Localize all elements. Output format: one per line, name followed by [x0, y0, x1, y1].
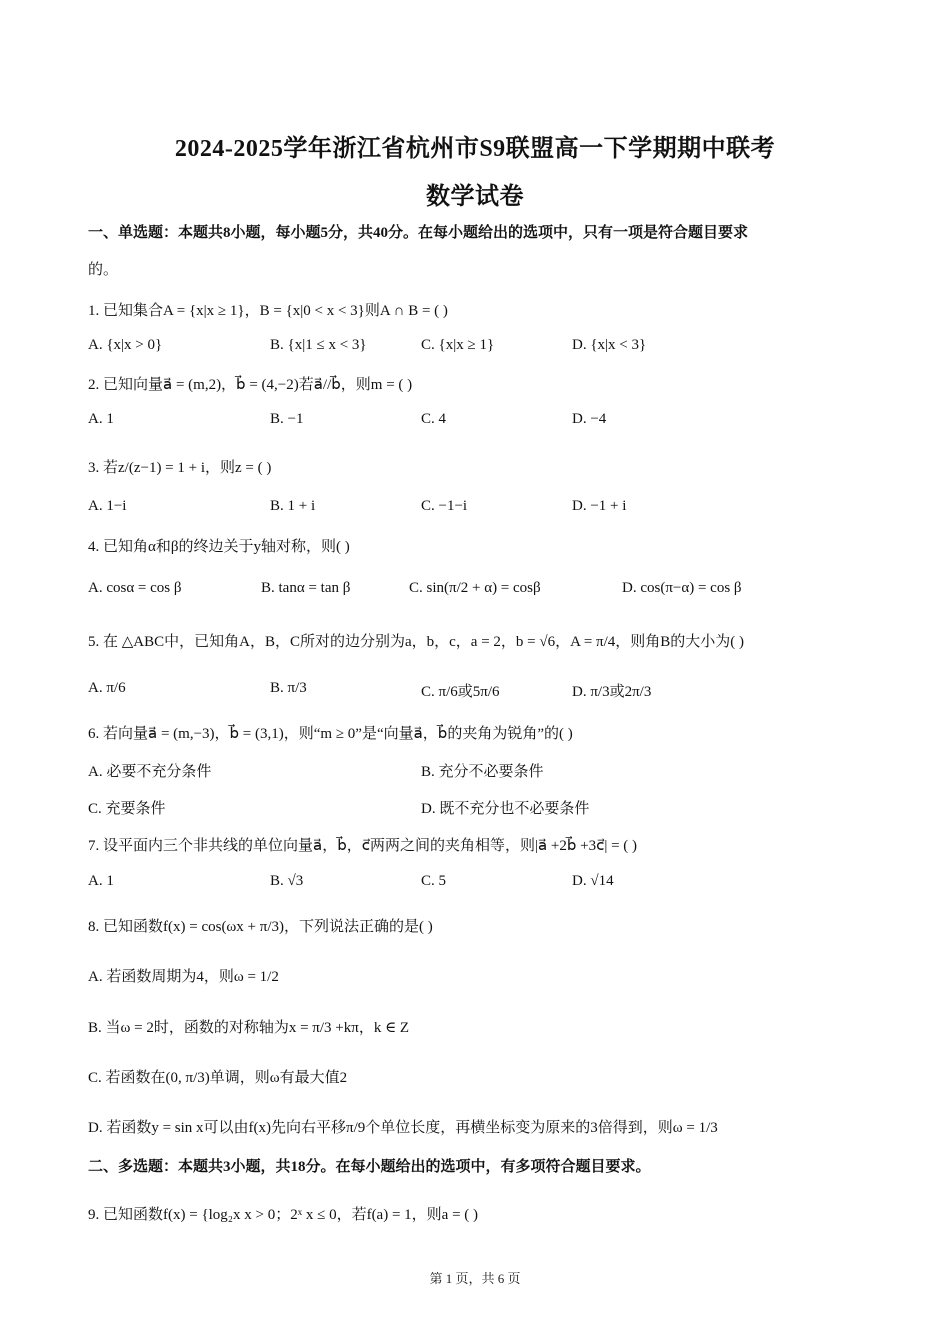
question-3-option-b: B. 1 + i	[270, 498, 316, 514]
question-1-option-a: A. {x|x > 0}	[88, 337, 163, 353]
question-6-option-a: A. 必要不充分条件	[88, 764, 212, 780]
question-1-option-b: B. {x|1 ≤ x < 3}	[270, 337, 367, 353]
question-4-stem: 4. 已知角α和β的终边关于y轴对称，则( )	[88, 539, 350, 555]
question-7-option-d: D. √14	[572, 873, 614, 889]
question-6-stem: 6. 若向量a⃗ = (m,−3)，b⃗ = (3,1)，则“m ≥ 0”是“向量a⃗，b⃗的夹角为锐角”的( )	[88, 726, 573, 742]
question-3-option-d: D. −1 + i	[572, 498, 627, 514]
question-2-option-d: D. −4	[572, 411, 607, 427]
question-2-stem: 2. 已知向量a⃗ = (m,2)，b⃗ = (4,−2)若a⃗//b⃗，则m = ( )	[88, 377, 413, 393]
question-1-option-c: C. {x|x ≥ 1}	[421, 337, 495, 353]
page-footer: 第 1 页，共 6 页	[429, 1271, 521, 1286]
question-4-option-b: B. tanα = tan β	[261, 580, 351, 596]
question-8-stem: 8. 已知函数f(x) = cos(ωx + π/3)，下列说法正确的是( )	[88, 919, 433, 935]
question-7-option-c: C. 5	[421, 873, 447, 889]
question-7-option-a: A. 1	[88, 873, 114, 889]
question-6-option-b: B. 充分不必要条件	[421, 764, 544, 780]
question-7-option-b: B. √3	[270, 873, 304, 889]
section1-heading-line1: 一、单选题：本题共8小题，每小题5分，共40分。在每小题给出的选项中，只有一项是符合题目要求	[88, 225, 749, 241]
exam-subtitle: 数学试卷	[426, 184, 524, 210]
question-5-option-b: B. π/3	[270, 680, 307, 696]
question-5-option-a: A. π/6	[88, 680, 126, 696]
question-3-option-c: C. −1−i	[421, 498, 468, 514]
question-8-option-a: A. 若函数周期为4，则ω = 1/2	[88, 969, 279, 985]
question-9-stem: 9. 已知函数f(x) = {log₂x x > 0；2ˣ x ≤ 0，若f(a) = 1，则a = ( )	[88, 1207, 479, 1223]
exam-title: 2024-2025学年浙江省杭州市S9联盟高一下学期期中联考	[174, 136, 776, 162]
question-8-option-d: D. 若函数y = sin x可以由f(x)先向右平移π/9个单位长度，再横坐标变为原来的3倍得到，则ω = 1/3	[88, 1120, 718, 1136]
question-8-option-c: C. 若函数在(0, π/3)单调，则ω有最大值2	[88, 1070, 348, 1086]
question-7-stem: 7. 设平面内三个非共线的单位向量a⃗，b⃗，c⃗两两之间的夹角相等，则|a⃗ +2b⃗ +3c⃗| = ( )	[88, 838, 638, 854]
question-6-option-c: C. 充要条件	[88, 801, 166, 817]
section2-heading: 二、多选题：本题共3小题，共18分。在每小题给出的选项中，有多项符合题目要求。	[88, 1159, 651, 1175]
question-6-option-d: D. 既不充分也不必要条件	[421, 801, 590, 817]
question-4-option-a: A. cosα = cos β	[88, 580, 182, 596]
question-5-stem: 5. 在 △ABC中，已知角A，B，C所对的边分别为a，b，c，a = 2，b = √6，A = π/4，则角B的大小为( )	[88, 634, 745, 650]
question-8-option-b: B. 当ω = 2时，函数的对称轴为x = π/3 +kπ，k ∈ Z	[88, 1020, 410, 1036]
section1-heading-line2: 的。	[88, 262, 119, 278]
question-4-option-d: D. cos(π−α) = cos β	[622, 580, 742, 596]
question-5-option-c: C. π/6或5π/6	[421, 684, 500, 700]
question-2-option-a: A. 1	[88, 411, 114, 427]
question-3-stem: 3. 若z/(z−1) = 1 + i，则z = ( )	[88, 460, 272, 476]
question-4-option-c: C. sin(π/2 + α) = cosβ	[409, 580, 541, 596]
question-2-option-c: C. 4	[421, 411, 447, 427]
question-2-option-b: B. −1	[270, 411, 304, 427]
question-1-option-d: D. {x|x < 3}	[572, 337, 647, 353]
question-1-stem: 1. 已知集合A = {x|x ≥ 1}，B = {x|0 < x < 3}则A ∩ B = ( )	[88, 303, 448, 319]
question-3-option-a: A. 1−i	[88, 498, 127, 514]
question-5-option-d: D. π/3或2π/3	[572, 684, 652, 700]
